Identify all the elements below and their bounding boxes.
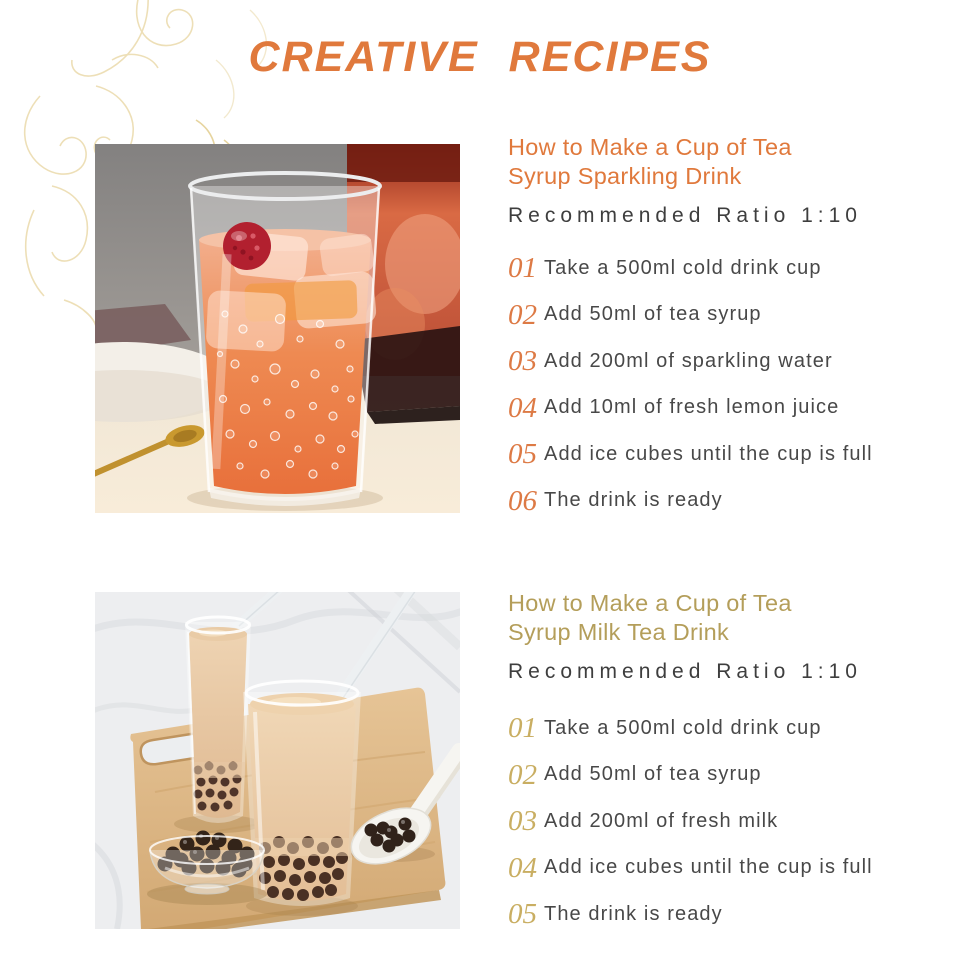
recipe-step — [508, 254, 938, 282]
recipe-step — [508, 714, 938, 742]
recipe-heading — [508, 589, 938, 647]
recipe-step — [508, 391, 938, 424]
heading-line1: How to Make a Cup of Tea — [508, 134, 792, 160]
ratio-label: Recommended Ratio 1:10 — [508, 660, 862, 683]
ratio-label: Recommended Ratio 1:10 — [508, 204, 862, 227]
step-text: Take a 500ml cold drink cup — [544, 256, 822, 279]
recipe-step — [508, 900, 938, 928]
step-number: 06 — [508, 484, 537, 517]
page-title: CREATIVE RECIPES — [248, 33, 712, 81]
step-text: The drink is ready — [544, 489, 723, 511]
recipe-section-milk-tea — [508, 589, 938, 947]
sparkling-glass — [190, 173, 380, 506]
sparkling-tea-drink-photo — [95, 144, 460, 513]
step-number: 01 — [508, 252, 537, 284]
heading-line1: How to Make a Cup of Tea — [508, 590, 792, 616]
recipe-step — [508, 347, 938, 375]
step-text: Add ice cubes until the cup is full — [544, 442, 873, 465]
milk-tea-illustration — [95, 592, 460, 929]
recipe-step — [508, 440, 938, 468]
recipe-heading — [508, 133, 938, 191]
boba-milk-tea-photo — [95, 592, 460, 929]
steps-list — [508, 254, 938, 515]
step-number: 04 — [508, 391, 537, 424]
step-number: 05 — [508, 438, 537, 470]
step-text: Add ice cubes until the cup is full — [544, 856, 873, 878]
step-text: Add 10ml of fresh lemon juice — [544, 396, 840, 418]
recipe-step — [508, 298, 938, 331]
steps-list — [508, 714, 938, 928]
step-number: 05 — [508, 898, 537, 930]
step-text: Add 200ml of sparkling water — [544, 349, 833, 372]
heading-line2: Syrup Sparkling Drink — [508, 163, 742, 189]
recipe-step — [508, 851, 938, 884]
step-text: Take a 500ml cold drink cup — [544, 716, 822, 739]
recipe-step — [508, 758, 938, 791]
recipe-step — [508, 807, 938, 835]
step-text: The drink is ready — [544, 902, 723, 925]
step-number: 02 — [508, 298, 537, 331]
step-text: Add 200ml of fresh milk — [544, 809, 779, 832]
heading-line2: Syrup Milk Tea Drink — [508, 619, 730, 645]
step-number: 03 — [508, 345, 537, 377]
step-text: Add 50ml of tea syrup — [544, 763, 762, 785]
step-number: 01 — [508, 712, 537, 744]
step-number: 03 — [508, 805, 537, 837]
step-text: Add 50ml of tea syrup — [544, 303, 762, 325]
recipe-step — [508, 484, 938, 517]
step-number: 02 — [508, 758, 537, 791]
recipe-section-sparkling — [508, 133, 938, 533]
sparkling-drink-illustration — [95, 144, 460, 513]
step-number: 04 — [508, 851, 537, 884]
